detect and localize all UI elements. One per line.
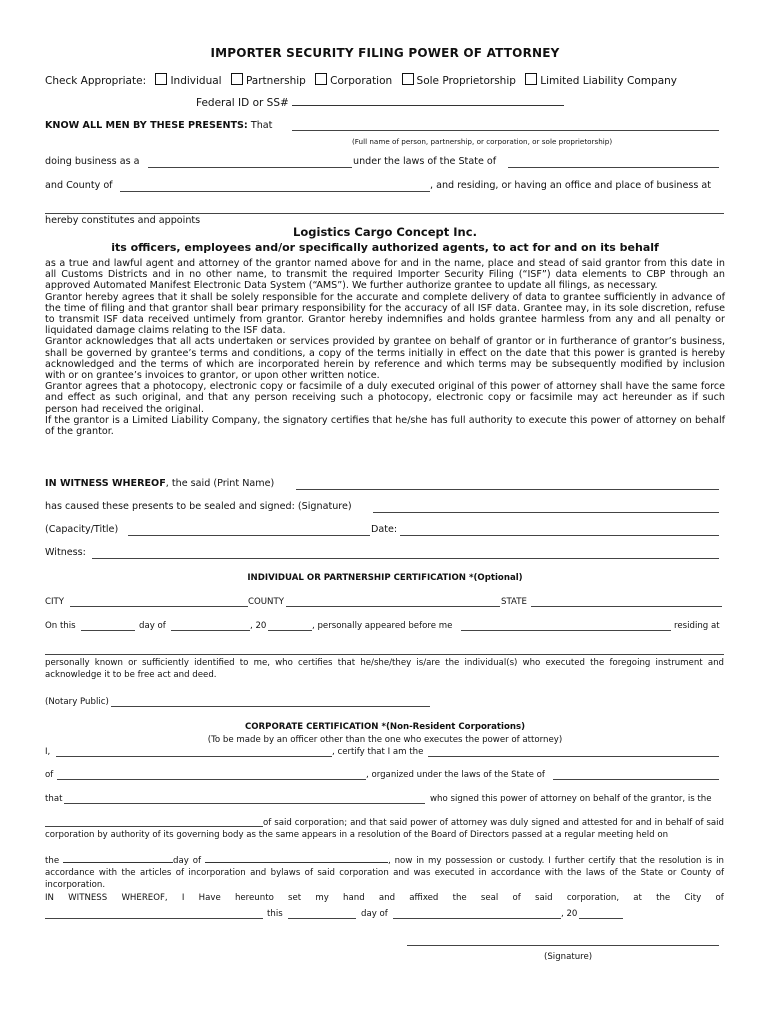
witness-word: of [512,893,521,903]
state-field-cert[interactable] [531,606,722,607]
resolution-day-field[interactable] [63,852,173,863]
individual-cert-heading: INDIVIDUAL OR PARTNERSHIP CERTIFICATION *(Optional) [247,573,523,583]
organized-label: , organized under the laws of the State of [366,770,545,780]
corporation-name-field[interactable] [57,779,366,780]
city-label: CITY [45,597,65,607]
county-label-cert: COUNTY [248,597,284,607]
witness-print-row [45,478,274,489]
know-all-row [45,120,272,131]
who-signed-label: who signed this power of attorney on behalf of the grantor, is the [430,794,712,804]
appeared-label: , personally appeared before me [312,621,453,631]
residing-at-label: residing at [674,621,720,631]
notary-label: (Notary Public) [45,697,109,707]
check-appropriate-row [45,73,677,87]
state-field[interactable] [508,167,719,168]
body-paragraph: Grantor hereby agrees that it shall be solely responsible for the accurate and complete delivery of data to grantee sufficiently in advance of the time of filing and that grantor shall bear primary responsibility for the accuracy of all ISF data. Grantee may, in its sole discretion, refuse to transmit ISF data received untimely from grantor. Grantor hereby indemnifies and holds grantee harmless from any and all penalty or liquidated damage claims relating to the ISF data. [45,291,725,337]
hereby-appoints-label: hereby constitutes and appoints [45,215,201,226]
possession-statement [45,852,724,891]
city-field[interactable] [70,606,248,607]
day-of-label-corp-2: day of [361,909,388,919]
witness-word: IN [45,893,54,903]
print-name-field[interactable] [296,489,719,490]
residing-label: , and residing, or having an office and place of business at [430,180,712,191]
month-field[interactable] [171,630,250,631]
company-name: Logistics Cargo Concept Inc. [293,225,477,239]
witness-word: the [452,893,467,903]
witness-word: set [288,893,302,903]
city-of-field[interactable] [45,918,263,919]
witness-word: Have [198,893,221,903]
residing-address-field[interactable] [45,654,724,655]
form-title: IMPORTER SECURITY FILING POWER OF ATTORNEY [210,46,560,60]
option-individual-label: Individual [170,75,222,87]
date-field[interactable] [400,535,719,536]
appeared-name-field[interactable] [461,630,671,631]
year-label: , 20 [250,621,267,631]
full-name-note: (Full name of person, partnership, or corporation, or sole proprietorship) [352,137,613,146]
witness-word: City [684,893,702,903]
option-corporation-label: Corporation [330,75,393,87]
witness-heading: IN WITNESS WHEREOF [45,478,166,489]
checkbox-sole-proprietorship[interactable] [402,73,414,85]
body-text [45,258,725,437]
state-label-cert: STATE [501,597,527,607]
corporate-witness-row [45,893,724,903]
this-year-field[interactable] [579,918,623,919]
body-paragraph: as a true and lawful agent and attorney of the grantor named above for and in the name, place and stead of said grantor from this date in all Customs Districts and in no other name, to transmit the required Importer Security Filing (“ISF”) data elements to CBP through an approved Automated Manifest Electronic Data System (“AMS”). We further authorize grantee to update all filings, as necessary. [45,258,725,292]
signature-caption: (Signature) [544,952,593,962]
federal-id-row [196,95,564,109]
witness-word: seal [480,893,499,903]
witness-word: of [715,893,724,903]
check-label: Check Appropriate: [45,75,147,87]
the-label: the [45,856,60,866]
notary-field[interactable] [111,706,430,707]
witness-word: hereunto [234,893,274,903]
body-paragraph: Grantor acknowledges that all acts undertaken or services provided by grantee on behalf of grantor or in furtherance of grantor’s business, shall be governed by grantee’s terms and conditions, a copy of the terms initially in effect on the date that this power is granted is hereby acknowledged and the terms of which are incorporated herein by reference and which terms may be subsequently modified by inclusion with or on grantee’s invoices to grantor, or upon other written notice. [45,336,725,382]
day-of-label-corp: day of [173,856,202,866]
witness-word: corporation, [566,893,620,903]
grantor-name-field[interactable] [292,130,719,131]
of-said-statement: of said corporation; and that said power of attorney was duly signed and attested for and in behalf of said corporation by authority of its governing body as the same appears in a resolution of the Board of Directors passed at a regular meeting held on [45,818,724,840]
certify-label: , certify that I am the [332,747,424,757]
option-llc-label: Limited Liability Company [540,75,677,87]
possession-text: , now in my possession or custody. I further certify that the resolution is in accordance with the articles of incorporation and bylaws of said corporation and was executed in accordance with the laws of the State or County of incorporation. [45,856,724,890]
witness-word: WHEREOF, [121,893,168,903]
day-of-label: day of [139,621,166,631]
signature-field[interactable] [373,512,719,513]
that-label-corp: that [45,794,63,804]
signer-name-field[interactable] [64,803,425,804]
date-label: Date: [371,524,398,535]
checkbox-partnership[interactable] [231,73,243,85]
officer-signature-field[interactable] [407,945,719,946]
option-sole-proprietorship-label: Sole Proprietorship [416,75,516,87]
witness-word: affixed [409,893,439,903]
capacity-field[interactable] [128,535,370,536]
know-all-heading: KNOW ALL MEN BY THESE PRESENTS: [45,120,248,131]
witness-label: Witness: [45,547,86,558]
i-label: I, [45,747,51,757]
business-address-field[interactable] [45,213,724,214]
witness-word: at [633,893,642,903]
officer-title-field[interactable] [428,756,719,757]
option-partnership-label: Partnership [245,75,306,87]
year-label-corp: , 20 [561,909,578,919]
witness-word: said [535,893,553,903]
officer-name-field[interactable] [56,756,332,757]
that-label: That [250,120,273,131]
witness-word: my [315,893,329,903]
body-paragraph: If the grantor is a Limited Liability Company, the signatory certifies that he/she has full authority to execute this power of attorney on behalf of the grantor. [45,414,725,438]
under-laws-label: under the laws of the State of [353,156,497,167]
resolution-month-field[interactable] [205,852,388,863]
federal-id-field[interactable] [292,95,564,106]
officers-clause: its officers, employees and/or specifically authorized agents, to act for and on its behalf [111,241,659,254]
witness-field[interactable] [92,558,719,559]
federal-id-label: Federal ID or SS# [196,97,289,109]
checkbox-individual[interactable] [155,73,167,85]
checkbox-llc[interactable] [525,73,537,85]
witness-word: hand [343,893,365,903]
organized-state-field[interactable] [553,779,719,780]
body-paragraph: Grantor agrees that a photocopy, electronic copy or facsimile of a duly executed original of this power of attorney shall have the same force and effect as such original, and that any person receiving such a photocopy, electronic copy or facsimile may act hereunder as if such person had received the original. [45,381,725,415]
of-label: of [45,770,54,780]
checkbox-corporation[interactable] [315,73,327,85]
year-field[interactable] [268,630,312,631]
capacity-label: (Capacity/Title) [45,524,119,535]
witness-word: WITNESS [68,893,108,903]
county-field-cert[interactable] [286,606,500,607]
this-day-field[interactable] [288,918,356,919]
corporate-cert-heading: CORPORATE CERTIFICATION *(Non-Resident Corporations) [244,722,526,732]
on-this-label: On this [45,621,76,631]
witness-word: and [378,893,396,903]
print-name-label: , the said (Print Name) [165,478,275,489]
doing-business-label: doing business as a [45,156,140,167]
doing-business-field[interactable] [148,167,352,168]
this-label: this [267,909,283,919]
known-statement: personally known or sufficiently identified to me, who certifies that he/she/they is/are the individual(s) who executed the foregoing instrument and acknowledge it to be free act and deed. [45,658,724,680]
witness-word: the [656,893,671,903]
on-this-field[interactable] [81,630,135,631]
county-field[interactable] [120,191,430,192]
this-month-field[interactable] [393,918,561,919]
signature-label: has caused these presents to be sealed and signed: (Signature) [45,501,352,512]
witness-word: I [181,893,185,903]
corporate-cert-sub: (To be made by an officer other than the one who executes the power of attorney) [207,735,563,745]
county-label: and County of [45,180,113,191]
